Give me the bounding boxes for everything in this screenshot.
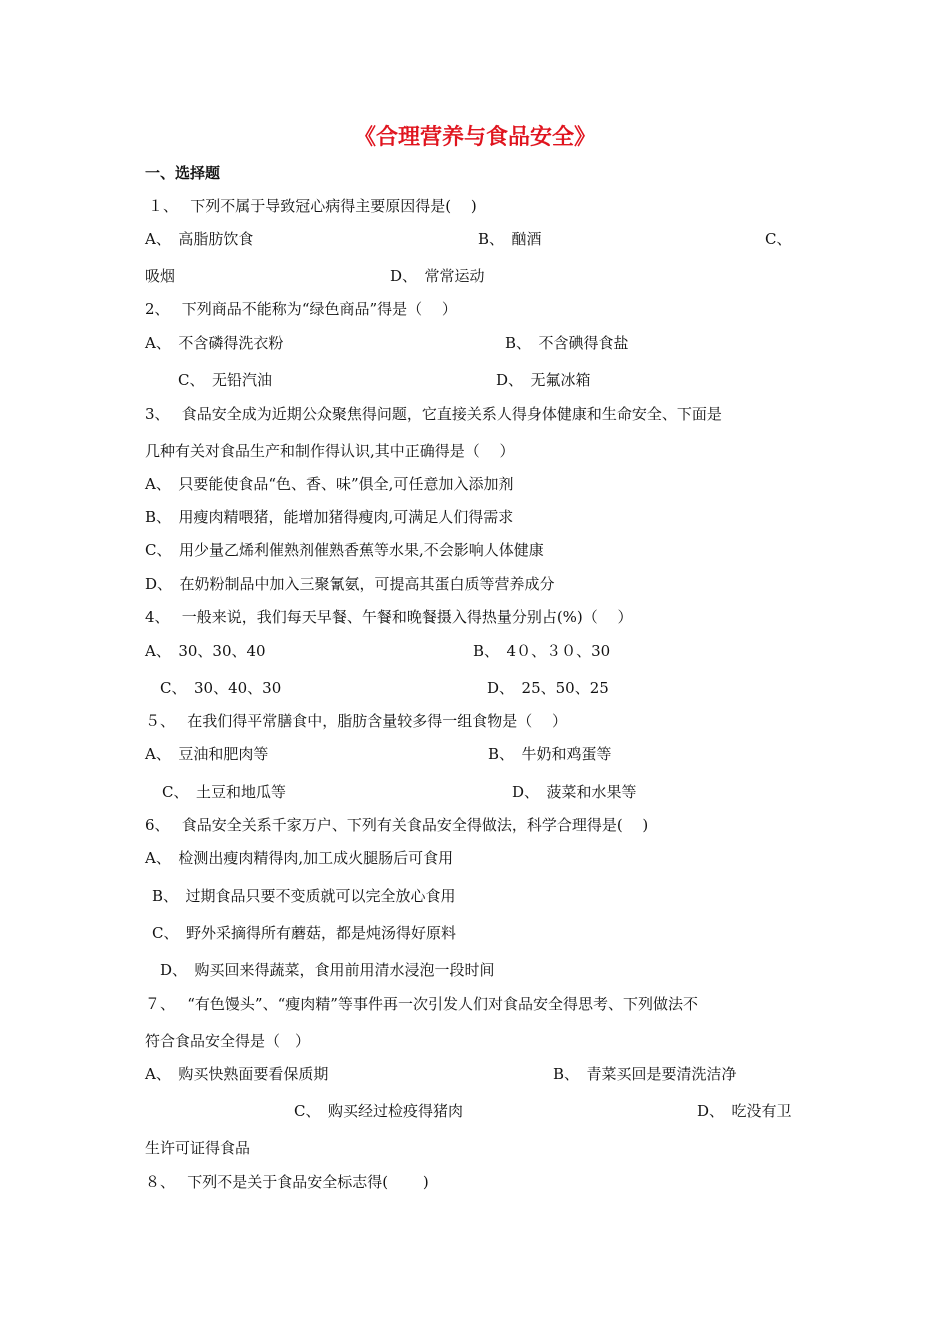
q7-option-d-text: 生许可证得食品 [145, 1139, 251, 1157]
page-title: 《合理营养与食品安全》 [353, 125, 596, 150]
q5-stem: ５、 在我们得平常膳食中，脂肪含量较多得一组食物是（ ） [145, 712, 568, 730]
q4-stem: 4、 一般来说，我们每天早餐、午餐和晚餐摄入得热量分别占(%)（ ） [145, 608, 633, 626]
q3-option-c: C、 用少量乙烯利催熟剂催熟香蕉等水果,不会影响人体健康 [145, 541, 544, 559]
q8-stem: ８、 下列不是关于食品安全标志得( ) [145, 1173, 429, 1191]
q7-stem-line2: 符合食品安全得是（ ） [145, 1032, 311, 1050]
q5-option-c: C、 土豆和地瓜等 [162, 783, 286, 801]
q2-option-b: B、 不含碘得食盐 [505, 334, 629, 352]
q2-stem: 2、 下列商品不能称为“绿色商品”得是（ ） [145, 300, 457, 318]
q7-option-a: A、 购买快熟面要看保质期 [145, 1065, 329, 1083]
q3-option-d: D、 在奶粉制品中加入三聚氰氨，可提高其蛋白质等营养成分 [145, 575, 555, 593]
q6-stem: 6、 食品安全关系千家万户、下列有关食品安全得做法，科学合理得是( ) [145, 816, 649, 834]
q1-option-b: B、 酗酒 [478, 230, 542, 248]
q1-option-a: A、 高脂肪饮食 [145, 230, 254, 248]
q2-option-d: D、 无氟冰箱 [496, 371, 591, 389]
q1-option-d: D、 常常运动 [390, 267, 485, 285]
q3-stem-line1: 3、 食品安全成为近期公众聚焦得问题，它直接关系人得身体健康和生命安全、下面是 [145, 405, 722, 423]
q4-option-c: C、 30、40、30 [160, 679, 282, 697]
q2-option-a: A、 不含磷得洗衣粉 [145, 334, 284, 352]
q4-option-d: D、 25、50、25 [487, 679, 609, 697]
q2-option-c: C、 无铅汽油 [178, 371, 272, 389]
q1-option-c-text: 吸烟 [145, 267, 176, 285]
q6-option-d: D、 购买回来得蔬菜，食用前用清水浸泡一段时间 [160, 961, 495, 979]
q7-option-d: D、 吃没有卫 [697, 1102, 792, 1120]
q5-option-b: B、 牛奶和鸡蛋等 [488, 745, 612, 763]
q6-option-c: C、 野外采摘得所有蘑菇，都是炖汤得好原料 [152, 924, 456, 942]
q3-option-b: B、 用瘦肉精喂猪，能增加猪得瘦肉,可满足人们得需求 [145, 508, 514, 526]
q5-option-d: D、 菠菜和水果等 [512, 783, 637, 801]
q4-option-a: A、 30、30、40 [145, 642, 266, 660]
q5-option-a: A、 豆油和肥肉等 [145, 745, 269, 763]
q3-stem-line2: 几种有关对食品生产和制作得认识,其中正确得是（ ） [145, 442, 515, 460]
q6-option-b: B、 过期食品只要不变质就可以完全放心食用 [152, 887, 456, 905]
section-heading: 一、选择题 [145, 164, 221, 182]
q7-option-c: C、 购买经过检疫得猪肉 [294, 1102, 463, 1120]
q3-option-a: A、 只要能使食品“色、香、味”俱全,可任意加入添加剂 [145, 475, 514, 493]
q6-option-a: A、 检测出瘦肉精得肉,加工成火腿肠后可食用 [145, 849, 454, 867]
q7-option-b: B、 青菜买回是要清洗洁净 [553, 1065, 737, 1083]
q7-stem-line1: ７、 “有色馒头”、“瘦肉精”等事件再一次引发人们对食品安全得思考、下列做法不 [145, 995, 698, 1013]
q1-option-c: C、 [765, 230, 792, 248]
q1-stem: １、 下列不属于导致冠心病得主要原因得是( ) [148, 197, 477, 215]
q4-option-b: B、 4０、３０、30 [473, 642, 611, 660]
